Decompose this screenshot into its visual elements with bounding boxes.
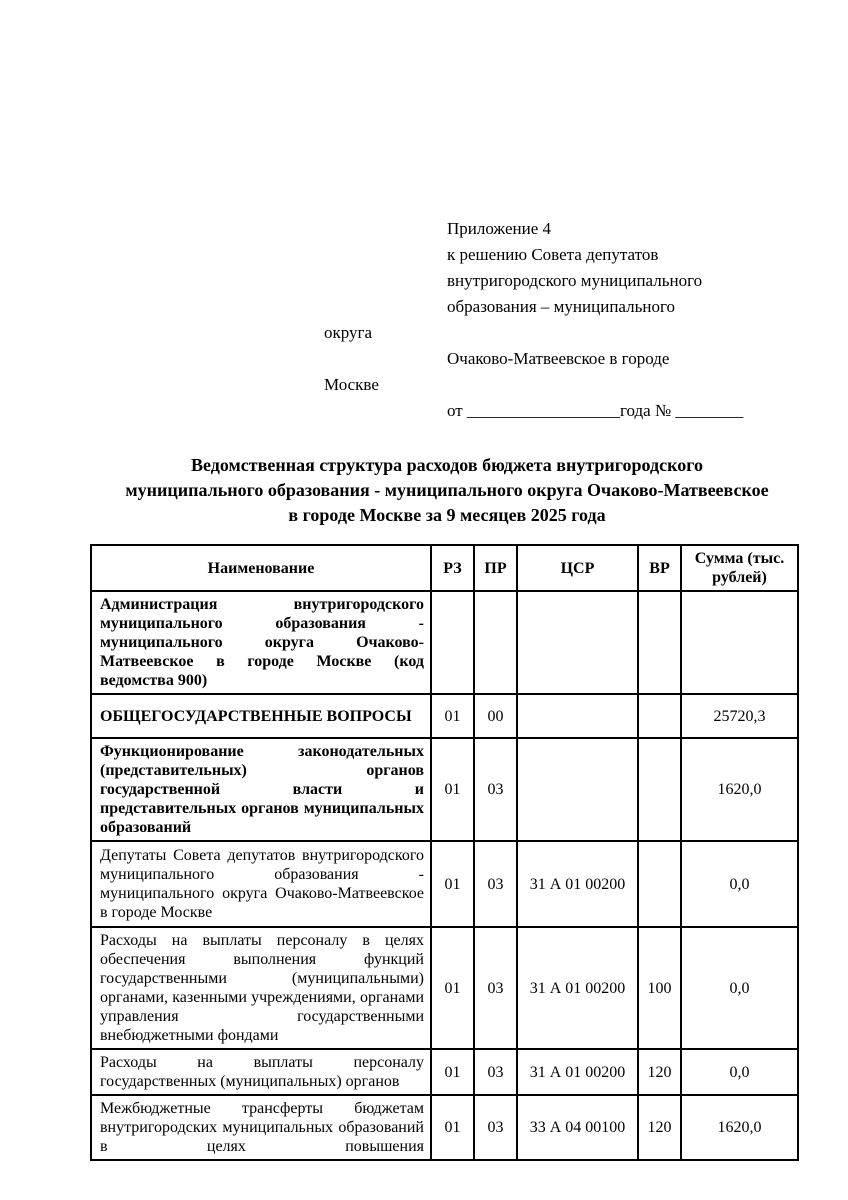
sum-cell: 0,0 [681,927,798,1049]
name-cell: Депутаты Совета депутатов внутригородского муниципального образования - муниципального округа Очаково-Матвеевское в городе Москве [91,841,431,927]
sum-cell: 25720,3 [681,694,798,738]
pr-cell: 03 [474,1095,517,1160]
vr-cell: 120 [638,1049,681,1095]
vr-cell [638,738,681,841]
rz-cell: 01 [431,927,474,1049]
appendix-header-line: к решению Совета депутатов [447,245,659,264]
rz-cell [431,591,474,694]
csr-cell: 33 А 04 00100 [517,1095,638,1160]
pr-cell [474,591,517,694]
vr-cell: 100 [638,927,681,1049]
document-title [46,453,848,528]
sum-cell: 0,0 [681,1049,798,1095]
table-row [91,591,798,694]
rz-cell: 01 [431,738,474,841]
table-row [91,841,798,927]
pr-cell: 00 [474,694,517,738]
table-header-row [91,545,798,591]
csr-cell: 31 А 01 00200 [517,841,638,927]
column-header-pr: ПР [474,545,517,591]
column-header-vr: ВР [638,545,681,591]
sum-cell: 1620,0 [681,738,798,841]
pr-cell: 03 [474,1049,517,1095]
appendix-header-line: Очаково-Матвеевское в городе [447,349,670,368]
vr-cell [638,694,681,738]
document-title-line: Ведомственная структура расходов бюджета внутригородского [191,455,703,475]
name-cell: ОБЩЕГОСУДАРСТВЕННЫЕ ВОПРОСЫ [91,694,431,738]
appendix-header-line: Москве [324,375,379,394]
pr-cell: 03 [474,738,517,841]
rz-cell: 01 [431,841,474,927]
name-cell: Администрация внутригородского муниципального образования - муниципального округа Очаково-Матвеевское в городе Москве (код ведомства 900) [91,591,431,694]
rz-cell: 01 [431,1049,474,1095]
document-title-line: муниципального образования - муниципального округа Очаково-Матвеевское [125,480,769,500]
csr-cell [517,738,638,841]
column-header-name: Наименование [91,545,431,591]
name-cell: Межбюджетные трансферты бюджетам внутригородских муниципальных образований в целях повышения [91,1095,431,1160]
column-header-csr: ЦСР [517,545,638,591]
sum-cell: 1620,0 [681,1095,798,1160]
appendix-header-line: округа [324,323,373,342]
table-row [91,927,798,1049]
csr-cell [517,694,638,738]
column-header-sum: Сумма (тыс. рублей) [681,545,798,591]
csr-cell [517,591,638,694]
vr-cell [638,841,681,927]
vr-cell [638,591,681,694]
table-row [91,1049,798,1095]
sum-cell: 0,0 [681,841,798,927]
appendix-header [324,216,804,424]
csr-cell: 31 А 01 00200 [517,927,638,1049]
table-row [91,738,798,841]
rz-cell: 01 [431,1095,474,1160]
pr-cell: 03 [474,927,517,1049]
appendix-header-line: Приложение 4 [447,219,551,238]
budget-table [90,544,799,1161]
rz-cell: 01 [431,694,474,738]
name-cell: Расходы на выплаты персоналу в целях обеспечения выполнения функций государственными (муниципальными) органами, казенными учреждениями, органами управления государственными внебюджетными фондами [91,927,431,1049]
table-row [91,694,798,738]
appendix-header-line: внутригородского муниципального [447,271,703,290]
column-header-rz: РЗ [431,545,474,591]
appendix-header-date-line: от __________________года № ________ [447,401,744,420]
name-cell: Функционирование законодательных (представительных) органов государственной власти и представительных органов муниципальных образований [91,738,431,841]
appendix-header-line: образования – муниципального [447,297,675,316]
csr-cell: 31 А 01 00200 [517,1049,638,1095]
table-row [91,1095,798,1160]
pr-cell: 03 [474,841,517,927]
document-title-line: в городе Москве за 9 месяцев 2025 года [288,505,606,525]
sum-cell [681,591,798,694]
name-cell: Расходы на выплаты персоналу государственных (муниципальных) органов [91,1049,431,1095]
vr-cell: 120 [638,1095,681,1160]
